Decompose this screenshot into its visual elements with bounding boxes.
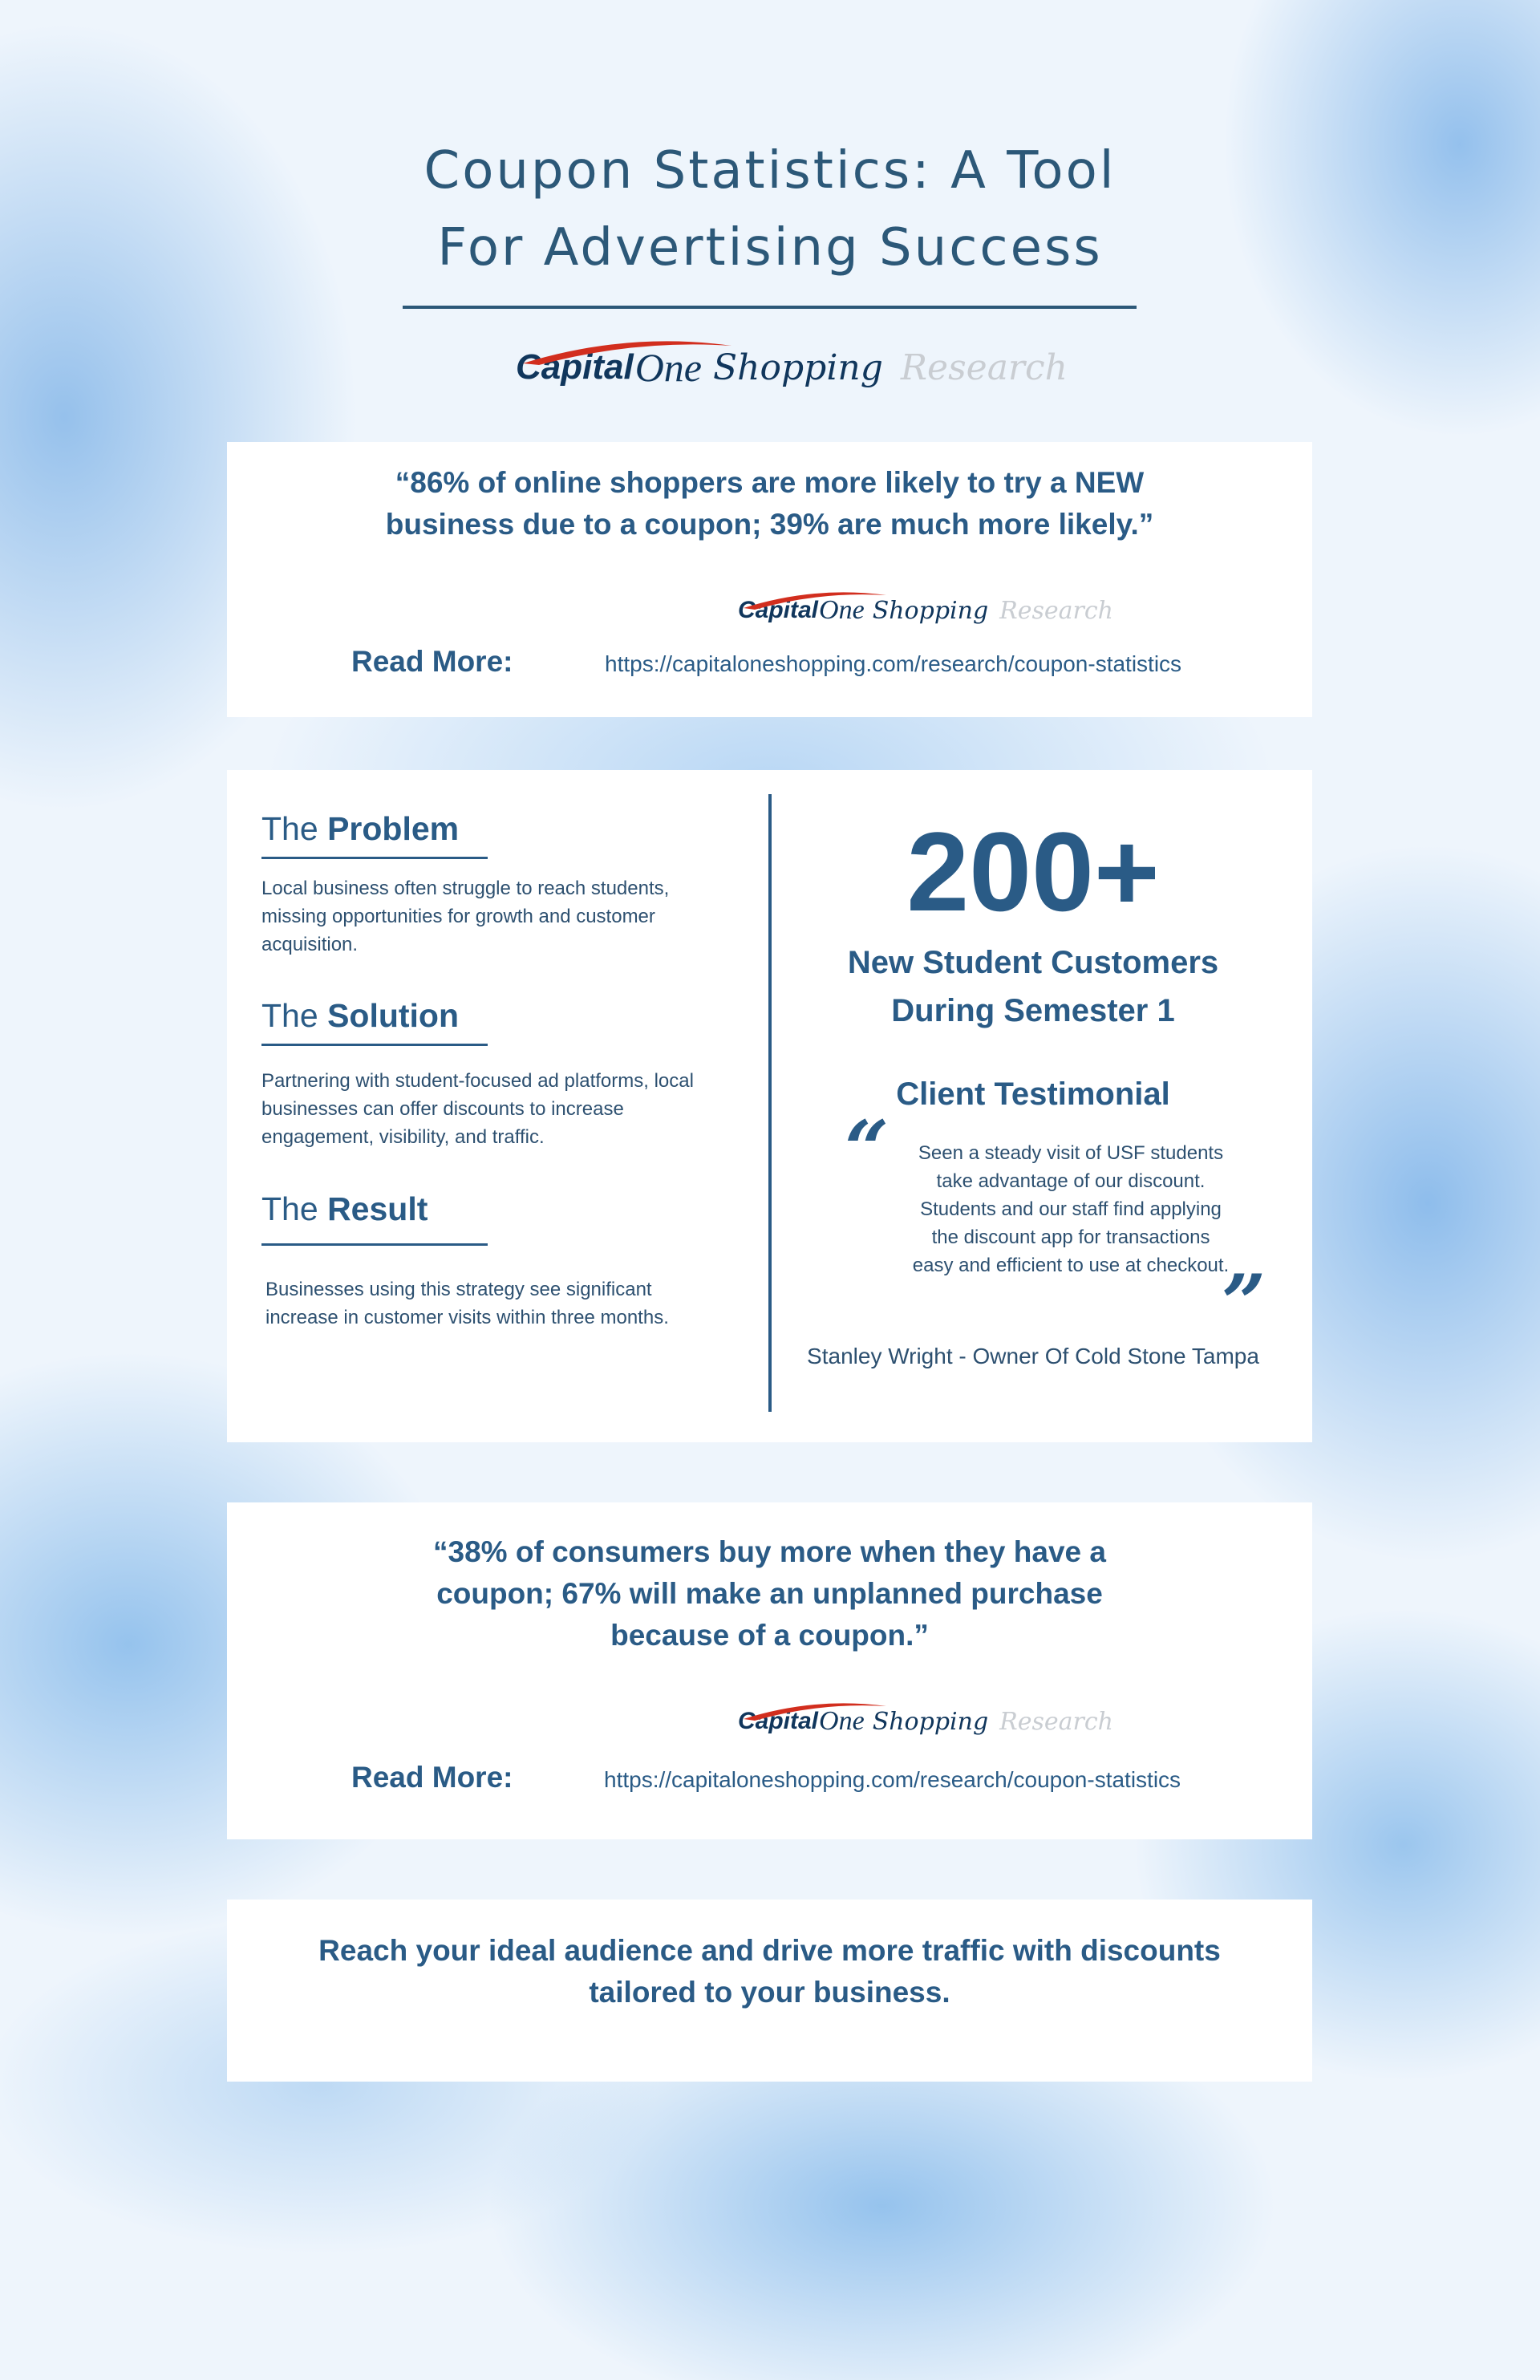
stat-card-2 bbox=[227, 1502, 1312, 1839]
solution-underline bbox=[261, 1044, 488, 1046]
result-text: Businesses using this strategy see significant increase in customer visits within three months. bbox=[265, 1279, 669, 1328]
result-heading: The Result bbox=[261, 1190, 428, 1227]
testimonial-text: Seen a steady visit of USF students take advantage of our discount. Students and our staff find applying the discount app for transactions easy and efficient to use at checkout. bbox=[912, 1142, 1230, 1276]
read-more-link[interactable]: https://capitaloneshopping.com/research/coupon-statistics bbox=[605, 651, 1182, 676]
problem-underline bbox=[261, 857, 488, 859]
logo-one-text: One bbox=[635, 344, 702, 391]
logo-shopping-text: Shopping bbox=[713, 347, 883, 388]
case-study-card bbox=[227, 770, 1312, 1442]
problem-text: Local business often struggle to reach students, missing opportunities for growth and customer acquisition. bbox=[261, 878, 670, 955]
read-more-link[interactable]: https://capitaloneshopping.com/research/coupon-statistics bbox=[604, 1767, 1181, 1792]
solution-heading: The Solution bbox=[261, 997, 460, 1034]
cta-text: Reach your ideal audience and drive more traffic with discounts tailored to your business. bbox=[318, 1934, 1221, 2009]
solution-text: Partnering with student-focused ad platforms, local businesses can offer discounts to increase engagement, visibility, and traffic. bbox=[261, 1070, 694, 1148]
testimonial-attribution: Stanley Wright - Owner Of Cold Stone Tampa bbox=[807, 1344, 1259, 1368]
close-quote-icon: ” bbox=[1222, 1258, 1266, 1348]
stat-card-2-logo: Capital One Shopping Research bbox=[738, 1701, 1113, 1741]
title-line-2: For Advertising Success bbox=[437, 218, 1103, 278]
problem-heading: The Problem bbox=[261, 810, 460, 847]
result-underline bbox=[261, 1243, 488, 1246]
title-divider bbox=[403, 306, 1137, 309]
open-quote-icon: “ bbox=[845, 1104, 890, 1194]
logo-swoosh-icon bbox=[739, 1700, 891, 1722]
logo-swoosh-icon bbox=[515, 336, 740, 368]
logo-research-text: Research bbox=[900, 347, 1068, 388]
testimonial-heading: Client Testimonial bbox=[896, 1076, 1170, 1112]
stat-quote-2: “38% of consumers buy more when they have a coupon; 67% will make an unplanned purchase because of a coupon.” bbox=[433, 1535, 1106, 1652]
page-title bbox=[0, 132, 1540, 286]
logo-capital-text: Capital bbox=[516, 347, 634, 387]
stat-quote-1: “86% of online shoppers are more likely to try a NEW business due to a coupon; 39% are much more likely.” bbox=[385, 466, 1154, 541]
stat-card-1-logo: Capital One Shopping Research bbox=[738, 590, 1113, 630]
big-number: 200+ bbox=[906, 809, 1160, 935]
cta-card bbox=[227, 1900, 1312, 2082]
column-divider bbox=[768, 794, 772, 1412]
read-more-label: Read More: bbox=[351, 1761, 513, 1794]
stat-card-1 bbox=[227, 442, 1312, 717]
title-line-1: Coupon Statistics: A Tool bbox=[424, 141, 1116, 201]
logo-swoosh-icon bbox=[739, 589, 891, 611]
read-more-label: Read More: bbox=[351, 645, 513, 678]
capital-one-shopping-research-logo bbox=[516, 335, 1068, 399]
big-number-caption: New Student Customers During Semester 1 bbox=[847, 945, 1219, 1028]
